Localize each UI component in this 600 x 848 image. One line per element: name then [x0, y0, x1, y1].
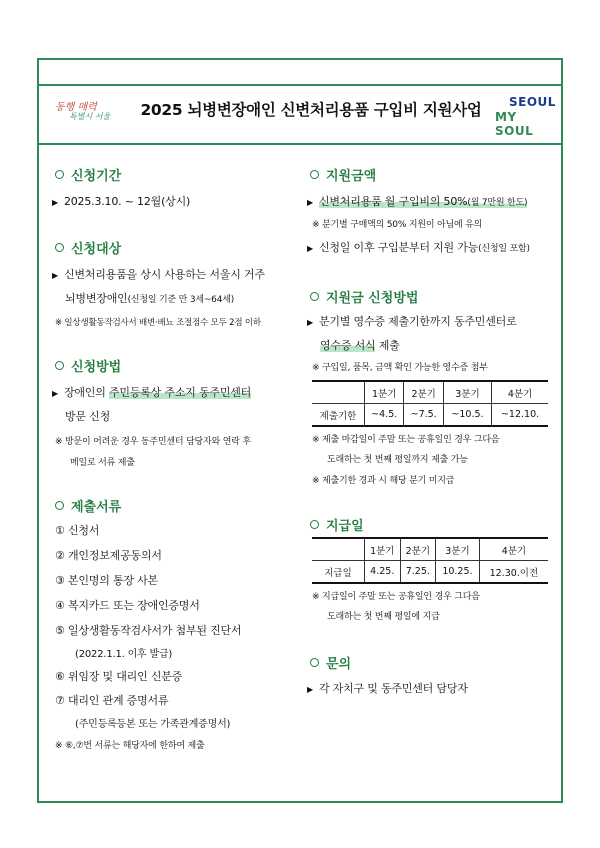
amount-line2: ▶ 신청일 이후 구입분부터 지원 가능(신청일 포함)	[307, 241, 530, 254]
page-title: 2025 뇌병변장애인 신변처리용품 구입비 지원사업	[140, 101, 482, 119]
quarter-header: 1분기	[365, 381, 404, 404]
section-payday-heading: 지급일	[310, 515, 364, 534]
apply-note2b: 도래하는 첫 번째 평일까지 제출 가능	[327, 455, 468, 465]
deadline-cell: ~12.10.	[492, 404, 548, 427]
docs-note: ※ ⑥,⑦번 서류는 해당자에 한하여 제출	[55, 741, 205, 751]
method-note2: 메일로 서류 제출	[70, 458, 135, 468]
section-contact-heading: 문의	[310, 653, 351, 672]
apply-note3: ※ 제출기한 경과 시 해당 분기 미지급	[312, 476, 455, 486]
triangle-bullet-icon: ▶	[52, 389, 58, 398]
header-bottom-line	[37, 143, 563, 145]
payday-cell: 12.30.이전	[479, 561, 548, 584]
seoul-slogan-logo: 동행 매력 특별시 서울	[55, 102, 111, 121]
triangle-bullet-icon: ▶	[307, 318, 313, 327]
doc-item: ⑤ 일상생활동작검사서가 첨부된 진단서	[55, 624, 242, 637]
table-corner-cell	[312, 381, 365, 404]
section-apply-heading: 지원금 신청방법	[310, 287, 418, 306]
payday-note1: ※ 지급일이 주말 또는 공휴일인 경우 그다음	[312, 592, 480, 602]
seoul-my-soul-logo: SEOUL MY SOUL	[495, 95, 556, 138]
circle-bullet-icon	[55, 243, 64, 252]
doc-item: ① 신청서	[55, 524, 100, 537]
deadline-cell: ~10.5.	[443, 404, 491, 427]
amount-line1: ▶ 신변처리용품 월 구입비의 50%(월 7만원 한도)	[307, 195, 528, 208]
deadline-cell: ~4.5.	[365, 404, 404, 427]
triangle-bullet-icon: ▶	[52, 198, 58, 207]
payday-table	[312, 537, 548, 584]
doc-item: ⑥ 위임장 및 대리인 신분증	[55, 670, 183, 683]
quarter-header: 4분기	[479, 538, 548, 561]
target-note: ※ 일상생활동작검사서 배변·배뇨 조절점수 모두 2점 이하	[55, 318, 261, 328]
triangle-bullet-icon: ▶	[307, 198, 313, 207]
quarter-header: 1분기	[365, 538, 401, 561]
apply-line2: 영수증 서식 제출	[320, 339, 400, 352]
row-label: 제출기한	[312, 404, 365, 427]
doc-item: ④ 복지카드 또는 장애인증명서	[55, 599, 200, 612]
apply-note1: ※ 구입일, 품목, 금액 확인 가능한 영수증 첨부	[312, 363, 488, 373]
circle-bullet-icon	[55, 170, 64, 179]
period-text: ▶ 2025.3.10. ~ 12월(상시)	[52, 195, 191, 208]
target-line1: ▶ 신변처리용품을 상시 사용하는 서울시 거주	[52, 268, 265, 281]
deadline-table	[312, 380, 548, 427]
circle-bullet-icon	[310, 520, 319, 529]
payday-cell: 10.25.	[436, 561, 480, 584]
target-line2: 뇌병변장애인(신청일 기준 만 3세~64세)	[65, 292, 235, 305]
row-label: 지급일	[312, 561, 365, 584]
quarter-header: 3분기	[443, 381, 491, 404]
doc-item: ③ 본인명의 통장 사본	[55, 574, 158, 587]
section-method-heading: 신청방법	[55, 356, 121, 375]
contact-text: ▶ 각 자치구 및 동주민센터 담당자	[307, 682, 468, 695]
doc-item5-sub: (2022.1.1. 이후 발급)	[75, 649, 173, 660]
header-top-line	[37, 84, 563, 86]
circle-bullet-icon	[310, 658, 319, 667]
triangle-bullet-icon: ▶	[307, 685, 313, 694]
triangle-bullet-icon: ▶	[52, 271, 58, 280]
circle-bullet-icon	[55, 361, 64, 370]
deadline-cell: ~7.5.	[404, 404, 443, 427]
apply-line1: ▶ 분기별 영수증 제출기한까지 동주민센터로	[307, 315, 517, 328]
table-corner-cell	[312, 538, 365, 561]
amount-note: ※ 분기별 구매액의 50% 지원이 아님에 유의	[312, 220, 483, 230]
quarter-header: 2분기	[404, 381, 443, 404]
payday-cell: 4.25.	[365, 561, 401, 584]
section-target-heading: 신청대상	[55, 238, 121, 257]
doc-item: ⑦ 대리인 관계 증명서류	[55, 694, 169, 707]
triangle-bullet-icon: ▶	[307, 244, 313, 253]
payday-note2: 도래하는 첫 번째 평일에 지급	[327, 612, 440, 622]
method-line1: ▶ 장애인의 주민등록상 주소지 동주민센터	[52, 386, 252, 399]
section-period-heading: 신청기간	[55, 165, 121, 184]
circle-bullet-icon	[55, 501, 64, 510]
section-amount-heading: 지원금액	[310, 165, 376, 184]
circle-bullet-icon	[310, 170, 319, 179]
doc-item7-sub: (주민등록등본 또는 가족관계증명서)	[75, 719, 231, 730]
doc-item: ② 개인정보제공동의서	[55, 549, 162, 562]
quarter-header: 3분기	[436, 538, 480, 561]
quarter-header: 4분기	[492, 381, 548, 404]
method-note1: ※ 방문이 어려운 경우 동주민센터 담당자와 연락 후	[55, 437, 251, 447]
quarter-header: 2분기	[400, 538, 436, 561]
circle-bullet-icon	[310, 292, 319, 301]
section-docs-heading: 제출서류	[55, 496, 121, 515]
apply-note2a: ※ 제출 마감일이 주말 또는 공휴일인 경우 그다음	[312, 435, 500, 445]
payday-cell: 7.25.	[400, 561, 436, 584]
method-line2: 방문 신청	[65, 410, 111, 423]
